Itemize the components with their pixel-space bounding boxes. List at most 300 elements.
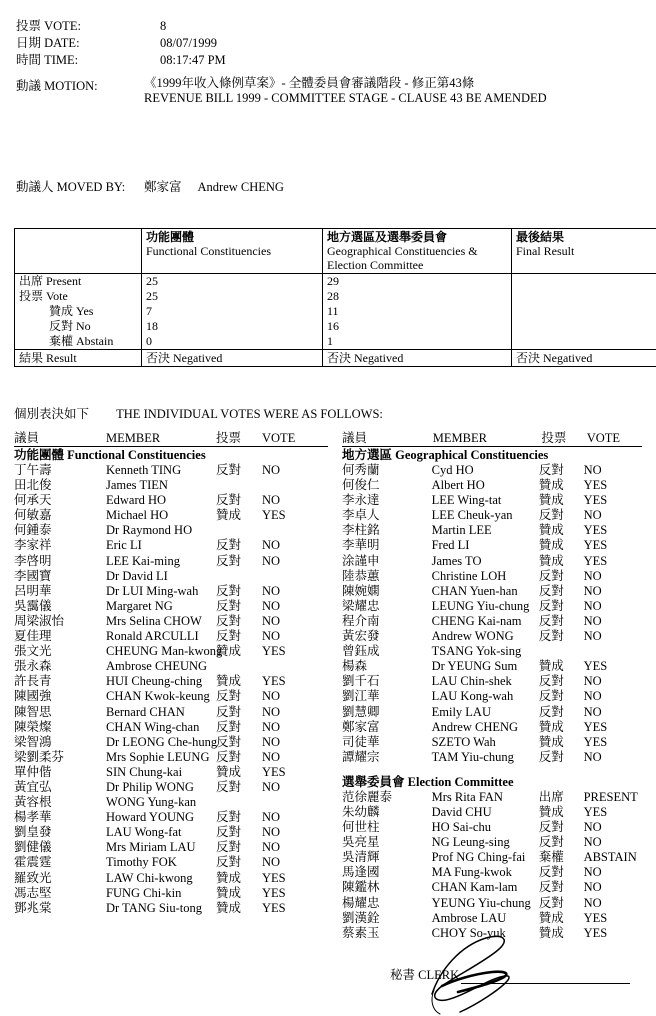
member-vote-row <box>14 644 328 659</box>
fc-yes: 7 <box>146 304 152 318</box>
member-name-zh: 劉千石 <box>342 674 380 689</box>
member-name-en: Ambrose LAU <box>431 910 507 925</box>
member-vote-row <box>14 463 328 478</box>
summary-label-no: 反對 No <box>49 319 91 333</box>
member-vote-zh: 反對 <box>538 895 564 910</box>
member-vote-row <box>342 569 642 584</box>
moved-by-block <box>16 177 284 195</box>
summary-final-values-empty <box>512 274 656 350</box>
member-vote-en: YES <box>583 478 608 493</box>
member-vote-en: YES <box>583 523 608 538</box>
member-vote-zh: 反對 <box>216 493 242 508</box>
date-label: 日期 DATE: <box>16 36 80 50</box>
member-name-zh: 李卓人 <box>342 508 380 523</box>
member-vote-en: YES <box>262 870 286 885</box>
member-vote-zh: 反對 <box>538 463 564 477</box>
member-name-zh: 程介南 <box>342 613 380 628</box>
member-vote-en: YES <box>262 764 286 779</box>
motion-label: 動議 MOTION: <box>16 79 98 93</box>
member-vote-row <box>342 911 642 926</box>
summary-col-final-zh: 最後結果 <box>516 230 565 244</box>
member-vote-row <box>14 493 328 508</box>
member-vote-row <box>14 901 328 916</box>
member-vote-row <box>342 463 642 478</box>
clerk-signature-block <box>390 965 630 984</box>
summary-col-geographical <box>323 229 512 274</box>
member-name-en: CHAN Yuen-han <box>431 583 518 598</box>
summary-col-functional-zh: 功能團體 <box>146 230 195 244</box>
individual-votes-columns <box>14 428 642 941</box>
member-vote-en: NO <box>262 493 281 508</box>
member-vote-en: NO <box>583 689 602 704</box>
fc-abstain: 0 <box>146 334 152 348</box>
col-head-vote-en-right: VOTE <box>586 431 621 445</box>
member-vote-zh: 反對 <box>216 704 242 719</box>
member-vote-row <box>14 886 328 901</box>
member-vote-zh: 贊成 <box>216 870 242 885</box>
member-name-zh: 朱幼麟 <box>342 804 380 819</box>
member-name-zh: 何承天 <box>14 493 52 508</box>
member-vote-en: NO <box>583 895 602 910</box>
member-vote-en: NO <box>262 538 281 553</box>
vote-section-heading-zh: 選舉委員會 <box>342 774 405 789</box>
member-name-en: Dr Raymond HO <box>106 523 193 538</box>
member-name-en: CHAN Kwok-keung <box>106 689 210 704</box>
member-vote-en: YES <box>583 734 608 749</box>
vote-label: 投票 VOTE: <box>16 19 81 33</box>
member-name-zh: 涂謹申 <box>342 553 380 568</box>
member-vote-row <box>14 735 328 750</box>
member-name-zh: 楊耀忠 <box>342 895 380 910</box>
member-name-en: CHOY So-yuk <box>431 925 506 940</box>
member-name-en: TSANG Yok-sing <box>431 644 522 659</box>
member-name-en: Michael HO <box>106 508 169 523</box>
member-vote-en: NO <box>262 734 281 749</box>
member-vote-row <box>342 508 642 523</box>
member-name-en: Dr LUI Ming-wah <box>106 583 199 598</box>
member-name-zh: 李華明 <box>342 538 380 553</box>
date-value: 08/07/1999 <box>160 36 217 50</box>
member-name-zh: 梁耀忠 <box>342 598 380 613</box>
member-name-en: Ronald ARCULLI <box>106 629 199 644</box>
summary-col-geographical-en: Geographical Constituencies & Election Committee <box>327 244 478 272</box>
member-vote-en: YES <box>583 538 608 553</box>
member-vote-en: NO <box>262 553 281 568</box>
member-vote-row <box>14 765 328 780</box>
summary-label-present: 出席 Present <box>19 274 82 288</box>
moved-by-name-en: Andrew CHENG <box>197 180 284 194</box>
gc-yes: 11 <box>327 304 339 318</box>
member-name-zh: 陳榮燦 <box>14 719 52 734</box>
member-name-en: LEE Cheuk-yan <box>431 508 513 523</box>
member-vote-en: NO <box>583 613 602 628</box>
member-vote-row <box>14 523 328 538</box>
member-vote-en: NO <box>262 719 281 734</box>
member-name-zh: 周梁淑怡 <box>14 613 65 628</box>
time-value: 08:17:47 PM <box>160 53 226 67</box>
summary-col-final-en: Final Result <box>516 244 575 258</box>
member-vote-zh: 贊成 <box>216 764 242 779</box>
member-name-en: WONG Yung-kan <box>106 795 197 810</box>
votes-column-left <box>14 428 328 941</box>
member-vote-en: NO <box>262 855 281 870</box>
votes-column-right <box>328 428 642 941</box>
member-name-zh: 范徐麗泰 <box>342 789 393 804</box>
member-vote-row <box>14 569 328 584</box>
member-vote-row <box>342 629 642 644</box>
member-name-zh: 丁午壽 <box>14 463 52 477</box>
member-vote-zh: 贊成 <box>216 674 242 689</box>
vote-section-heading-en: Functional Constituencies <box>64 448 206 462</box>
member-vote-row <box>342 790 642 805</box>
summary-label-abstain: 棄權 Abstain <box>49 334 114 348</box>
member-name-zh: 吳靄儀 <box>14 598 52 613</box>
member-name-zh: 劉健儀 <box>14 840 52 855</box>
member-vote-row <box>14 508 328 523</box>
member-vote-zh <box>539 644 584 659</box>
member-name-zh: 譚耀宗 <box>342 749 380 764</box>
member-name-en: Dr YEUNG Sum <box>431 659 518 674</box>
member-vote-row <box>14 554 328 569</box>
col-head-member-zh-right: 議員 <box>342 431 368 445</box>
member-vote-zh <box>216 523 262 538</box>
member-name-zh: 陳鑑林 <box>342 880 380 895</box>
member-vote-en <box>262 569 322 584</box>
member-vote-en: NO <box>262 689 281 704</box>
member-vote-en: NO <box>583 583 602 598</box>
member-name-zh: 楊森 <box>342 659 368 674</box>
member-vote-row <box>342 720 642 735</box>
summary-label-yes: 贊成 Yes <box>49 304 94 318</box>
summary-col-functional <box>142 229 323 274</box>
member-vote-row <box>342 599 642 614</box>
member-name-zh: 陸恭蕙 <box>342 568 380 583</box>
member-name-en: Mrs Selina CHOW <box>106 613 202 628</box>
member-vote-zh: 反對 <box>216 598 242 613</box>
member-name-zh: 劉皇發 <box>14 825 52 840</box>
member-vote-en: NO <box>262 704 281 719</box>
member-name-zh: 劉江華 <box>342 689 380 704</box>
votes-body-right <box>342 448 642 941</box>
vote-section-heading-zh: 地方選區 <box>342 448 393 462</box>
member-vote-en <box>262 795 322 810</box>
member-vote-en: NO <box>583 749 602 764</box>
summary-result-label: 結果 Result <box>15 350 142 367</box>
member-vote-row <box>342 865 642 880</box>
member-vote-zh: 贊成 <box>538 553 564 568</box>
member-vote-zh: 反對 <box>538 629 564 644</box>
member-vote-en: NO <box>262 840 281 855</box>
member-vote-zh: 反對 <box>216 840 242 855</box>
member-vote-zh: 贊成 <box>216 885 242 900</box>
member-vote-row <box>14 689 328 704</box>
member-name-zh: 劉漢銓 <box>342 910 380 925</box>
member-vote-row <box>14 659 328 674</box>
moved-by-label: 動議人 MOVED BY: <box>16 180 126 194</box>
member-name-en: LAU Chin-shek <box>431 674 512 689</box>
member-vote-zh: 反對 <box>538 880 564 895</box>
summary-result-functional: 否決 Negatived <box>142 350 323 367</box>
member-vote-en: NO <box>583 508 602 523</box>
member-vote-zh: 反對 <box>216 779 242 794</box>
col-head-vote-en-left: VOTE <box>262 431 296 445</box>
member-vote-en: YES <box>583 910 608 925</box>
member-vote-row <box>342 835 642 850</box>
member-name-zh: 黃宏發 <box>342 629 380 644</box>
member-vote-row <box>342 750 642 765</box>
member-name-en: David CHU <box>431 804 492 819</box>
member-name-en: MA Fung-kwok <box>431 865 512 880</box>
member-vote-en: YES <box>262 508 286 523</box>
motion-text-en: REVENUE BILL 1999 - COMMITTEE STAGE - CLAUSE 43 BE AMENDED <box>144 91 547 105</box>
individual-votes-intro-zh: 個別表決如下 <box>14 407 90 421</box>
member-vote-zh: 反對 <box>538 583 564 598</box>
member-name-en: LAU Kong-wah <box>431 689 514 704</box>
member-vote-row <box>14 599 328 614</box>
member-name-en: Eric LI <box>106 538 142 553</box>
member-vote-zh: 反對 <box>538 689 564 704</box>
vote-section-heading <box>14 448 328 463</box>
member-vote-row <box>342 493 642 508</box>
member-name-en: CHEUNG Man-kwong <box>106 644 223 659</box>
member-vote-en <box>262 523 322 538</box>
member-name-zh: 鄧兆棠 <box>14 900 52 915</box>
member-vote-row <box>14 538 328 553</box>
member-vote-zh: 反對 <box>538 674 564 689</box>
member-vote-en: NO <box>583 880 602 895</box>
member-vote-zh: 反對 <box>538 865 564 880</box>
col-head-member-zh-left: 議員 <box>14 431 40 445</box>
member-name-en: YEUNG Yiu-chung <box>431 895 531 910</box>
vote-section-heading <box>342 448 642 463</box>
member-vote-zh: 反對 <box>216 734 242 749</box>
member-vote-zh: 反對 <box>216 749 242 764</box>
member-name-en: James TO <box>431 553 482 568</box>
member-vote-zh: 贊成 <box>538 523 564 538</box>
col-head-member-en-left: MEMBER <box>106 431 161 445</box>
member-name-zh: 曾鈺成 <box>342 644 380 659</box>
member-vote-en: NO <box>262 613 281 628</box>
member-name-zh: 李家祥 <box>14 538 52 553</box>
summary-corner-cell <box>15 229 142 274</box>
member-vote-en: YES <box>583 719 608 734</box>
member-vote-en: NO <box>583 568 602 583</box>
member-vote-row <box>342 820 642 835</box>
votes-body-left <box>14 448 328 916</box>
member-vote-en: NO <box>262 598 281 613</box>
member-name-zh: 黃宜弘 <box>14 779 52 794</box>
member-name-zh: 張永森 <box>14 659 52 674</box>
member-vote-en: ABSTAIN <box>583 850 637 865</box>
member-vote-en: NO <box>583 704 602 719</box>
gc-vote: 28 <box>327 289 339 303</box>
member-name-en: HO Sai-chu <box>431 820 491 835</box>
member-vote-row <box>14 720 328 735</box>
motion-block <box>16 76 636 106</box>
member-name-zh: 何俊仁 <box>342 478 380 493</box>
member-vote-row <box>14 750 328 765</box>
fc-no: 18 <box>146 319 158 333</box>
member-name-en: Christine LOH <box>431 568 507 583</box>
member-vote-en: YES <box>262 644 286 659</box>
member-vote-row <box>342 659 642 674</box>
signature-line <box>461 969 630 984</box>
member-vote-row <box>342 538 642 553</box>
member-name-zh: 陳婉嫻 <box>342 583 380 598</box>
summary-counts-row <box>15 274 656 350</box>
member-vote-row <box>342 614 642 629</box>
member-name-en: Mrs Rita FAN <box>431 789 503 804</box>
fc-present: 25 <box>146 274 158 288</box>
member-vote-en: NO <box>262 825 281 840</box>
member-name-zh: 單仲偕 <box>14 764 52 779</box>
member-name-zh: 鄭家富 <box>342 719 380 734</box>
member-name-en: LEE Wing-tat <box>431 493 502 508</box>
member-name-zh: 何鍾泰 <box>14 523 52 538</box>
member-name-zh: 呂明華 <box>14 583 52 598</box>
member-name-zh: 何秀蘭 <box>342 463 380 477</box>
header-meta-block <box>16 16 636 67</box>
vote-value: 8 <box>160 19 167 33</box>
meta-row-date <box>16 33 636 50</box>
member-vote-zh <box>216 659 262 674</box>
member-name-zh: 田北俊 <box>14 478 52 493</box>
member-name-en: Bernard CHAN <box>106 704 185 719</box>
member-name-zh: 司徒華 <box>342 734 380 749</box>
member-vote-en: NO <box>583 629 602 644</box>
member-vote-en: YES <box>583 659 608 674</box>
member-vote-en: YES <box>262 674 286 689</box>
votes-header-right <box>342 428 642 446</box>
vote-section-heading-zh: 功能團體 <box>14 448 65 462</box>
member-vote-row <box>14 825 328 840</box>
member-name-zh: 李啓明 <box>14 553 52 568</box>
member-vote-row <box>14 855 328 870</box>
votes-header-rule-left <box>14 446 328 447</box>
motion-text-zh: 《1999年收入條例草案》- 全體委員會審議階段 - 修正第43條 <box>144 76 475 90</box>
member-vote-zh: 反對 <box>216 629 242 644</box>
member-vote-row <box>14 810 328 825</box>
member-name-en: Dr LEONG Che-hung <box>106 734 218 749</box>
member-name-zh: 楊孝華 <box>14 810 52 825</box>
member-name-zh: 蔡素玉 <box>342 925 380 940</box>
member-vote-en: NO <box>583 674 602 689</box>
member-name-zh: 李國寶 <box>14 568 52 583</box>
member-name-zh: 馮志堅 <box>14 885 52 900</box>
member-name-zh: 李柱銘 <box>342 523 380 538</box>
member-name-zh: 劉慧卿 <box>342 704 380 719</box>
member-vote-zh: 贊成 <box>538 804 564 819</box>
member-name-zh: 梁劉柔芬 <box>14 749 65 764</box>
member-vote-row <box>14 478 328 493</box>
member-vote-row <box>342 584 642 599</box>
member-name-en: Martin LEE <box>431 523 492 538</box>
member-vote-en: NO <box>583 865 602 880</box>
member-name-zh: 黃容根 <box>14 795 52 810</box>
member-vote-zh: 贊成 <box>538 719 564 734</box>
fc-vote: 25 <box>146 289 158 303</box>
col-head-vote-zh-left: 投票 <box>216 431 242 445</box>
member-vote-zh: 反對 <box>538 598 564 613</box>
member-name-en: FUNG Chi-kin <box>106 885 182 900</box>
member-name-zh: 許長青 <box>14 674 52 689</box>
member-name-en: Prof NG Ching-fai <box>431 850 526 865</box>
member-name-zh: 張文光 <box>14 644 52 659</box>
summary-result-final: 否決 Negatived <box>512 350 656 367</box>
time-label: 時間 TIME: <box>16 53 79 67</box>
member-name-en: Ambrose CHEUNG <box>106 659 208 674</box>
member-name-zh: 吳亮星 <box>342 835 380 850</box>
member-name-en: SIN Chung-kai <box>106 764 183 779</box>
summary-geographical-values <box>323 274 512 350</box>
member-name-en: Andrew CHENG <box>431 719 519 734</box>
member-vote-zh: 反對 <box>216 855 242 870</box>
member-vote-zh: 贊成 <box>216 508 242 523</box>
summary-functional-values <box>142 274 323 350</box>
member-vote-row <box>342 523 642 538</box>
member-vote-zh: 反對 <box>216 553 242 568</box>
member-vote-en: NO <box>583 463 602 477</box>
member-vote-en: YES <box>262 885 286 900</box>
summary-label-vote: 投票 Vote <box>19 289 68 303</box>
member-name-zh: 陳智思 <box>14 704 52 719</box>
col-head-member-en-right: MEMBER <box>432 431 487 445</box>
votes-header-rule-right <box>342 446 642 447</box>
individual-votes-intro-en: THE INDIVIDUAL VOTES WERE AS FOLLOWS: <box>116 407 383 421</box>
member-name-en: CHENG Kai-nam <box>431 613 522 628</box>
member-vote-row <box>14 705 328 720</box>
gc-abstain: 1 <box>327 334 333 348</box>
member-name-en: LEUNG Yiu-chung <box>431 598 530 613</box>
member-vote-zh: 贊成 <box>538 734 564 749</box>
member-name-zh: 梁智鴻 <box>14 734 52 749</box>
member-vote-zh: 反對 <box>216 810 242 825</box>
member-vote-zh: 反對 <box>216 538 242 553</box>
member-name-en: James TIEN <box>106 478 168 493</box>
summary-col-functional-en: Functional Constituencies <box>146 244 271 258</box>
member-name-en: HUI Cheung-ching <box>106 674 203 689</box>
member-vote-zh: 贊成 <box>538 925 564 940</box>
member-vote-zh: 棄權 <box>538 850 564 865</box>
member-vote-row <box>14 674 328 689</box>
member-name-en: Kenneth TING <box>106 463 182 477</box>
member-vote-row <box>342 644 642 659</box>
member-name-en: Fred LI <box>431 538 470 553</box>
vote-section-heading-en: Election Committee <box>404 774 514 789</box>
member-name-en: Mrs Miriam LAU <box>106 840 196 855</box>
member-vote-zh: 反對 <box>538 613 564 628</box>
votes-header-left <box>14 428 328 446</box>
meta-row-vote <box>16 16 636 33</box>
section-gap <box>342 765 642 775</box>
member-name-en: Dr Philip WONG <box>106 779 194 794</box>
member-vote-zh: 反對 <box>538 835 564 850</box>
member-vote-en: NO <box>262 629 281 644</box>
member-vote-zh: 反對 <box>216 463 242 477</box>
member-name-en: Edward HO <box>106 493 167 508</box>
member-name-en: SZETO Wah <box>431 734 496 749</box>
member-name-en: Emily LAU <box>431 704 491 719</box>
moved-by-name-zh: 鄭家富 <box>144 180 182 194</box>
summary-count-labels <box>15 274 142 350</box>
member-vote-row <box>14 780 328 795</box>
member-vote-en: NO <box>583 835 602 850</box>
member-vote-row <box>14 584 328 599</box>
member-vote-en: NO <box>262 583 281 598</box>
member-name-en: LAU Wong-fat <box>106 825 182 840</box>
member-name-zh: 陳國強 <box>14 689 52 704</box>
member-vote-en: NO <box>583 820 602 835</box>
